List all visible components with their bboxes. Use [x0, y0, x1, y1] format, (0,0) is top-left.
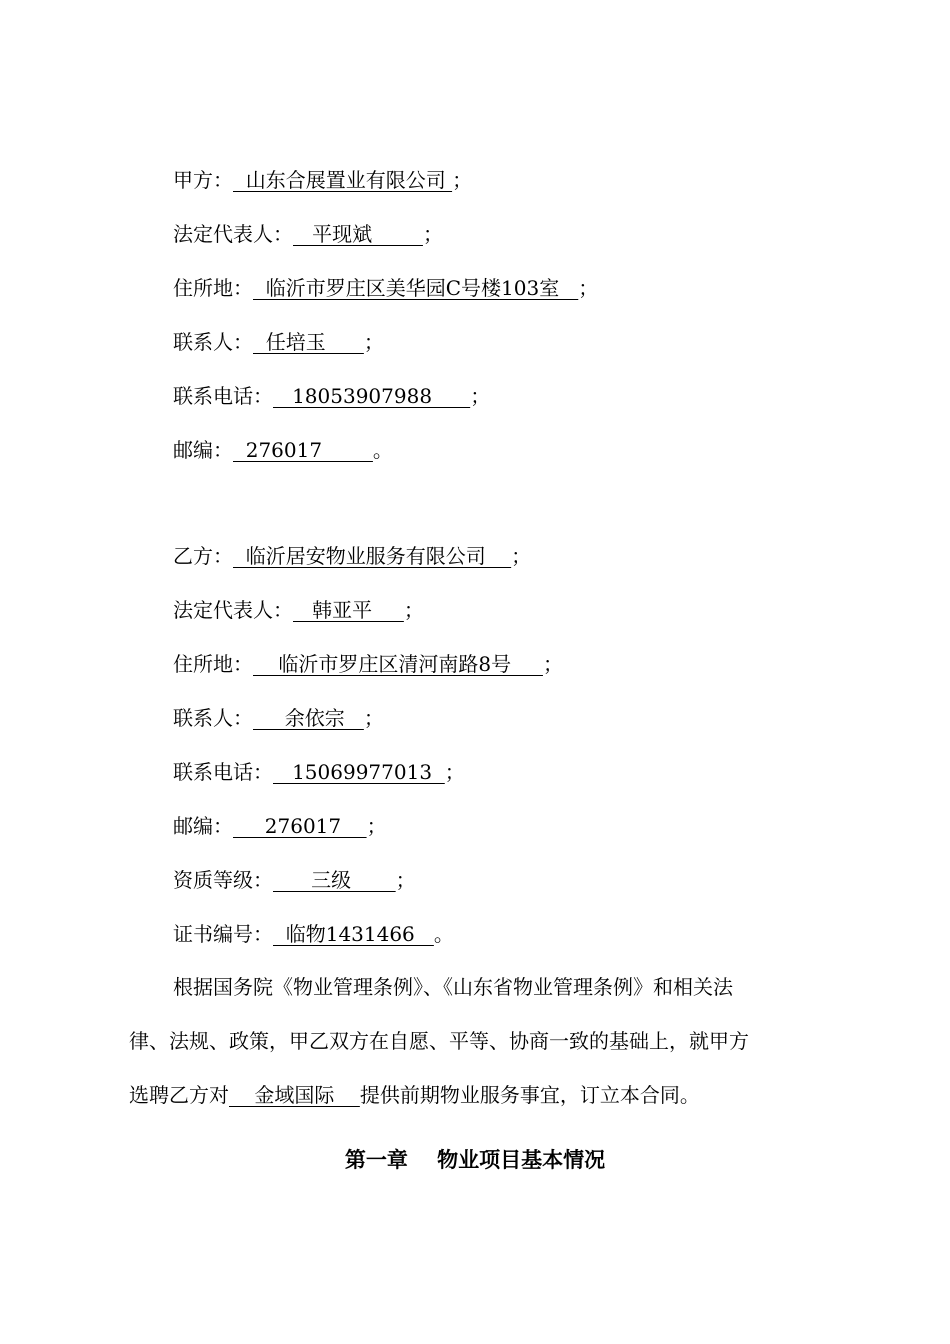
party-b-addr-label: 住所地： [173, 652, 253, 676]
party-a-addr-value: 临沂市罗庄区美华园C号楼103室 [253, 276, 579, 300]
party-a-addr-line [173, 274, 598, 302]
party-b-grade-label: 资质等级： [173, 868, 273, 892]
party-a-zip-value: 276017 [233, 438, 373, 462]
intro-line-2: 律、法规、政策，甲乙双方在自愿、平等、协商一致的基础上，就甲方 [129, 1029, 749, 1053]
party-a-zip-end: 。 [372, 438, 393, 462]
party-a-phone-label: 联系电话： [173, 384, 273, 408]
party-b-cert-label: 证书编号： [173, 922, 273, 946]
intro-line-3-after: 提供前期物业服务事宜，订立本合同。 [359, 1083, 700, 1107]
chapter-title: 第一章 物业项目基本情况 [344, 1147, 606, 1172]
party-b-phone-end: ； [444, 760, 465, 784]
party-b-contact-label: 联系人： [173, 706, 253, 730]
intro-line-1: 根据国务院《物业管理条例》、《山东省物业管理条例》和相关法 [173, 975, 733, 999]
party-b-addr-end: ； [542, 652, 563, 676]
party-b-contact-line [173, 704, 384, 732]
party-b-phone-line [173, 758, 465, 786]
party-b-rep-end: ； [403, 598, 424, 622]
party-b-zip-label: 邮编： [173, 814, 233, 838]
party-b-phone-label: 联系电话： [173, 760, 273, 784]
party-a-zip-line [173, 436, 393, 464]
party-b-contact-value: 余依宗 [253, 706, 364, 730]
party-a-contact-end: ； [363, 330, 384, 354]
party-a-name-line [173, 166, 472, 194]
party-a-addr-end: ； [578, 276, 599, 300]
intro-paragraph [129, 960, 829, 1122]
party-b-rep-label: 法定代表人： [173, 598, 293, 622]
party-a-zip-label: 邮编： [173, 438, 233, 462]
party-b-zip-line [173, 812, 387, 840]
party-b-rep-value: 韩亚平 [293, 598, 404, 622]
party-a-rep-line [173, 220, 443, 248]
party-a-name-value: 山东合展置业有限公司 [233, 168, 453, 192]
party-b-addr-line [173, 650, 563, 678]
party-a-rep-label: 法定代表人： [173, 222, 293, 246]
party-b-cert-line [173, 920, 454, 948]
party-a-rep-end: ； [422, 222, 443, 246]
party-b-zip-end: ； [366, 814, 387, 838]
party-b-name-label: 乙方： [173, 544, 233, 568]
party-b-name-value: 临沂居安物业服务有限公司 [233, 544, 512, 568]
party-a-phone-value: 18053907988 [273, 384, 471, 408]
party-b-contact-end: ； [363, 706, 384, 730]
intro-line-3-before: 选聘乙方对 [129, 1083, 229, 1107]
party-a-addr-label: 住所地： [173, 276, 253, 300]
intro-line-3 [129, 1068, 829, 1122]
party-b-name-end: ； [511, 544, 532, 568]
party-b-cert-value: 临物1431466 [273, 922, 434, 946]
party-a-name-label: 甲方： [173, 168, 233, 192]
party-b-name-line [173, 542, 531, 570]
party-b-grade-line [173, 866, 416, 894]
party-a-name-end: ； [452, 168, 473, 192]
party-b-phone-value: 15069977013 [273, 760, 445, 784]
party-b-grade-value: 三级 [273, 868, 396, 892]
party-a-contact-label: 联系人： [173, 330, 253, 354]
party-a-contact-line [173, 328, 384, 356]
party-a-contact-value: 任培玉 [253, 330, 364, 354]
party-a-rep-value: 平现斌 [293, 222, 423, 246]
party-a-phone-end: ； [470, 384, 491, 408]
party-b-addr-value: 临沂市罗庄区清河南路8号 [253, 652, 543, 676]
party-b-cert-end: 。 [433, 922, 454, 946]
party-a-phone-line [173, 382, 490, 410]
project-name: 金域国际 [229, 1083, 360, 1107]
party-b-rep-line [173, 596, 424, 624]
party-b-zip-value: 276017 [233, 814, 367, 838]
party-b-grade-end: ； [395, 868, 416, 892]
